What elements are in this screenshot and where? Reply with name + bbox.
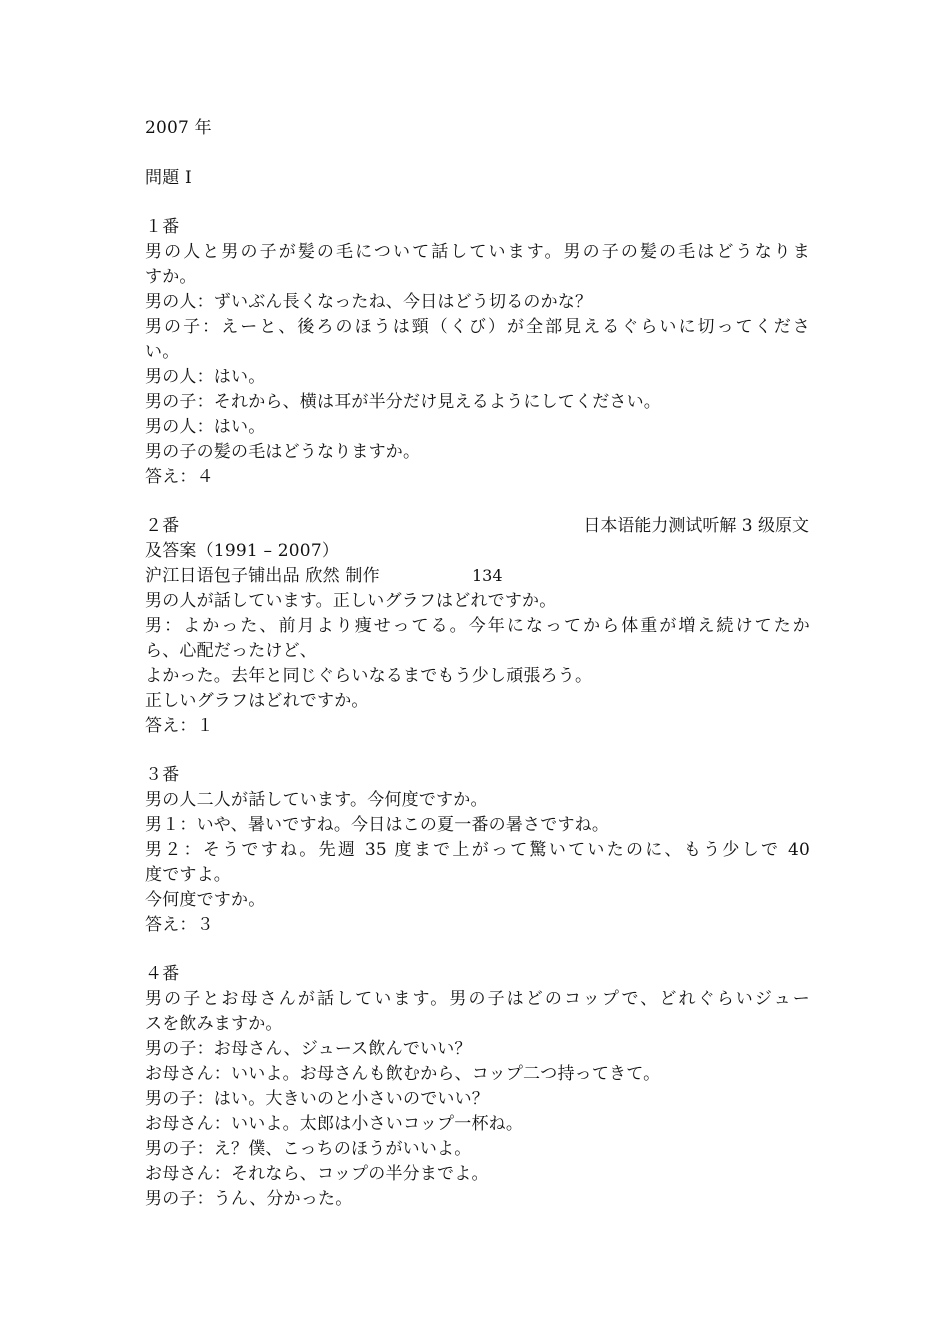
q4-line: 男の子：はい。大きいのと小さいのでいい？ (145, 1089, 489, 1109)
q3-label: ３番 (145, 765, 180, 785)
q1-label: １番 (145, 217, 180, 237)
q3-line: 男の人二人が話しています。今何度ですか。 (145, 790, 488, 810)
year-heading: 2007 年 (145, 118, 212, 138)
q1-line: 男の人：はい。 (145, 417, 266, 437)
q2-line: 正しいグラフはどれですか。 (145, 691, 369, 711)
q1-line: 男の人：はい。 (145, 367, 266, 387)
q4-line: お母さん：いいよ。お母さんも飲むから、コップ二つ持ってきて。 (145, 1064, 661, 1084)
q1-line: 男の人と男の子が髪の毛について話しています。男の子の髪の毛はどうなりま (145, 242, 810, 262)
q1-line: い。 (145, 342, 180, 362)
q4-line: 男の子：うん、分かった。 (145, 1189, 353, 1209)
doc-title-cont: 及答案（1991 – 2007） (145, 541, 340, 561)
q3-line: 男２：そうですね。先週 35 度まで上がって驚いていたのに、もう少しで 40 (145, 840, 810, 860)
q2-answer: 答え：１ (145, 716, 214, 736)
doc-title-right: 日本语能力测试听解 3 级原文 (583, 516, 809, 536)
q1-line: 男の子：それから、横は耳が半分だけ見えるようにしてください。 (145, 392, 661, 412)
q2-line: よかった。去年と同じぐらいなるまでもう少し頑張ろう。 (145, 666, 593, 686)
q2-label: ２番 (145, 516, 180, 536)
q2-line: 男の人が話しています。正しいグラフはどれですか。 (145, 591, 557, 611)
q1-line: 男の子：えーと、後ろのほうは頸（くび）が全部見えるぐらいに切ってくださ (145, 317, 810, 337)
q1-line: すか。 (145, 267, 197, 287)
q4-line: 男の子とお母さんが話しています。男の子はどのコップで、どれぐらいジュー (145, 989, 810, 1009)
q3-line: 男１：いや、暑いですね。今日はこの夏一番の暑さですね。 (145, 815, 610, 835)
q2-line: 男：よかった、前月より痩せってる。今年になってから体重が増え続けてたか (145, 616, 810, 636)
q4-line: お母さん：それなら、コップの半分までよ。 (145, 1164, 489, 1184)
q2-line: ら、心配だったけど、 (145, 641, 317, 661)
q3-answer: 答え：３ (145, 915, 214, 935)
producer-credit: 沪江日语包子铺出品 欣然 制作 (145, 566, 380, 586)
q4-line: お母さん：いいよ。太郎は小さいコップ一杯ね。 (145, 1114, 524, 1134)
q4-line: 男の子：え？僕、こっちのほうがいいよ。 (145, 1139, 472, 1159)
q1-line: 男の子の髪の毛はどうなりますか。 (145, 442, 421, 462)
q3-line: 度ですよ。 (145, 865, 231, 885)
q4-label: ４番 (145, 964, 180, 984)
problem-heading: 問題 I (145, 168, 192, 188)
q1-answer: 答え：４ (145, 467, 214, 487)
q4-line: 男の子：お母さん、ジュース飲んでいい？ (145, 1039, 472, 1059)
q4-line: スを飲みますか。 (145, 1014, 283, 1034)
q3-line: 今何度ですか。 (145, 890, 266, 910)
q1-line: 男の人：ずいぶん長くなったね、今日はどう切るのかな？ (145, 292, 593, 312)
page-number: 134 (472, 566, 503, 585)
